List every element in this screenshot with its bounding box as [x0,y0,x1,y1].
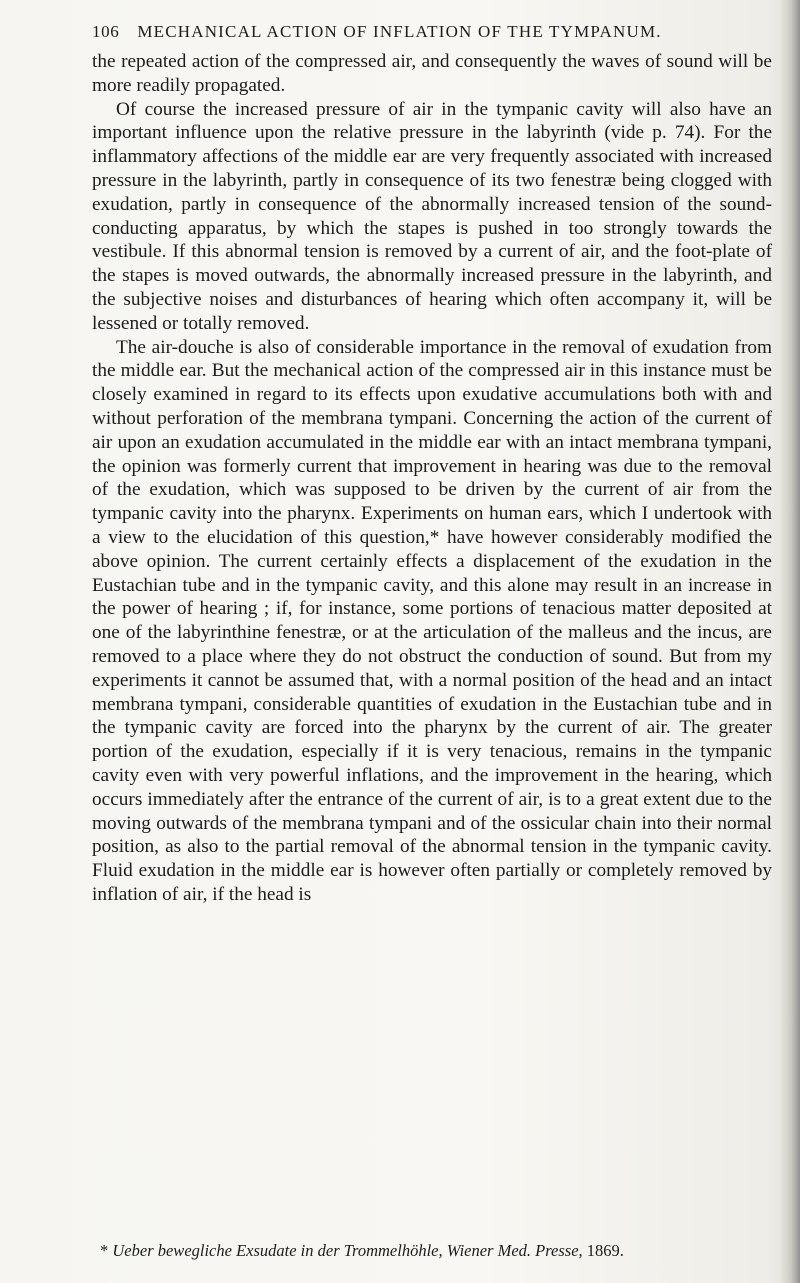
footnote-year: 1869. [586,1241,624,1260]
paragraph: Of course the increased pressure of air in the tympanic cavity will also have an important influence upon the relative pressure in the labyrinth (vide p. 74). For the inflammatory affections of the middle ear are very frequently associated with increased pressure in the labyrinth, partly in consequence of its two fenestræ being clogged with exudation, partly in consequence of the abnormally increased tension of the sound-conducting apparatus, by which the stapes is pushed in too strongly towards the vestibule. If this abnormal tension is removed by a current of air, and the foot-plate of the stapes is moved outwards, the abnormally increased pressure in the labyrinth, and the subjective noises and disturbances of hearing which often accompany it, will be lessened or totally removed. [92,98,772,334]
paragraph: The air-douche is also of considerable importance in the removal of exudation from the middle ear. But the mechanical action of the compressed air in this instance must be closely examined in regard to its effects upon exudative accumulations both with and without perforation of the membrana tympani. Concerning the action of the current of air upon an exudation accumulated in the middle ear with an intact membrana tympani, the opinion was formerly current that improvement in hearing was due to the removal of the exudation, which was supposed to be driven by the current of air from the tympanic cavity into the pharynx. Experiments on human ears, which I undertook with a view to the elucidation of this question,* have however considerably modified the above opinion. The current certainly effects a displacement of the exudation in the Eustachian tube and in the tympanic cavity, and this alone may result in an increase in the power of hearing ; if, for instance, some portions of tenacious matter deposited at one of the labyrinthine fenestræ, or at the articulation of the malleus and the incus, are removed to a place where they do not obstruct the conduction of sound. But from my experiments it cannot be assumed that, with a normal position of the head and an intact membrana tympani, considerable quantities of exudation in the Eustachian tube and in the tympanic cavity are forced into the pharynx by the current of air. The greater portion of the exudation, especially if it is very tenacious, remains in the tympanic cavity even with very powerful inflations, and the improvement in the hearing, which occurs immediately after the entrance of the current of air, is to a great extent due to the moving outwards of the membrana tympani and of the ossicular chain into their normal position, as also to the partial removal of the abnormal tension in the tympanic cavity. Fluid exudation in the middle ear is however often partially or completely removed by inflation of air, if the head is [92,336,772,905]
running-title: MECHANICAL ACTION OF INFLATION OF THE TYMPANUM. [137,22,662,41]
page-header [92,22,772,42]
footnote-citation: Ueber bewegliche Exsudate in der Trommelhöhle, Wiener Med. Presse, [112,1241,583,1260]
body-text [92,50,772,907]
page-edge [778,0,800,1283]
page-number: 106 [92,22,120,41]
footnote-marker: * [100,1241,109,1260]
paragraph: the repeated action of the compressed air, and consequently the waves of sound will be more readily propagated. [92,51,772,96]
footnote [100,1241,772,1261]
